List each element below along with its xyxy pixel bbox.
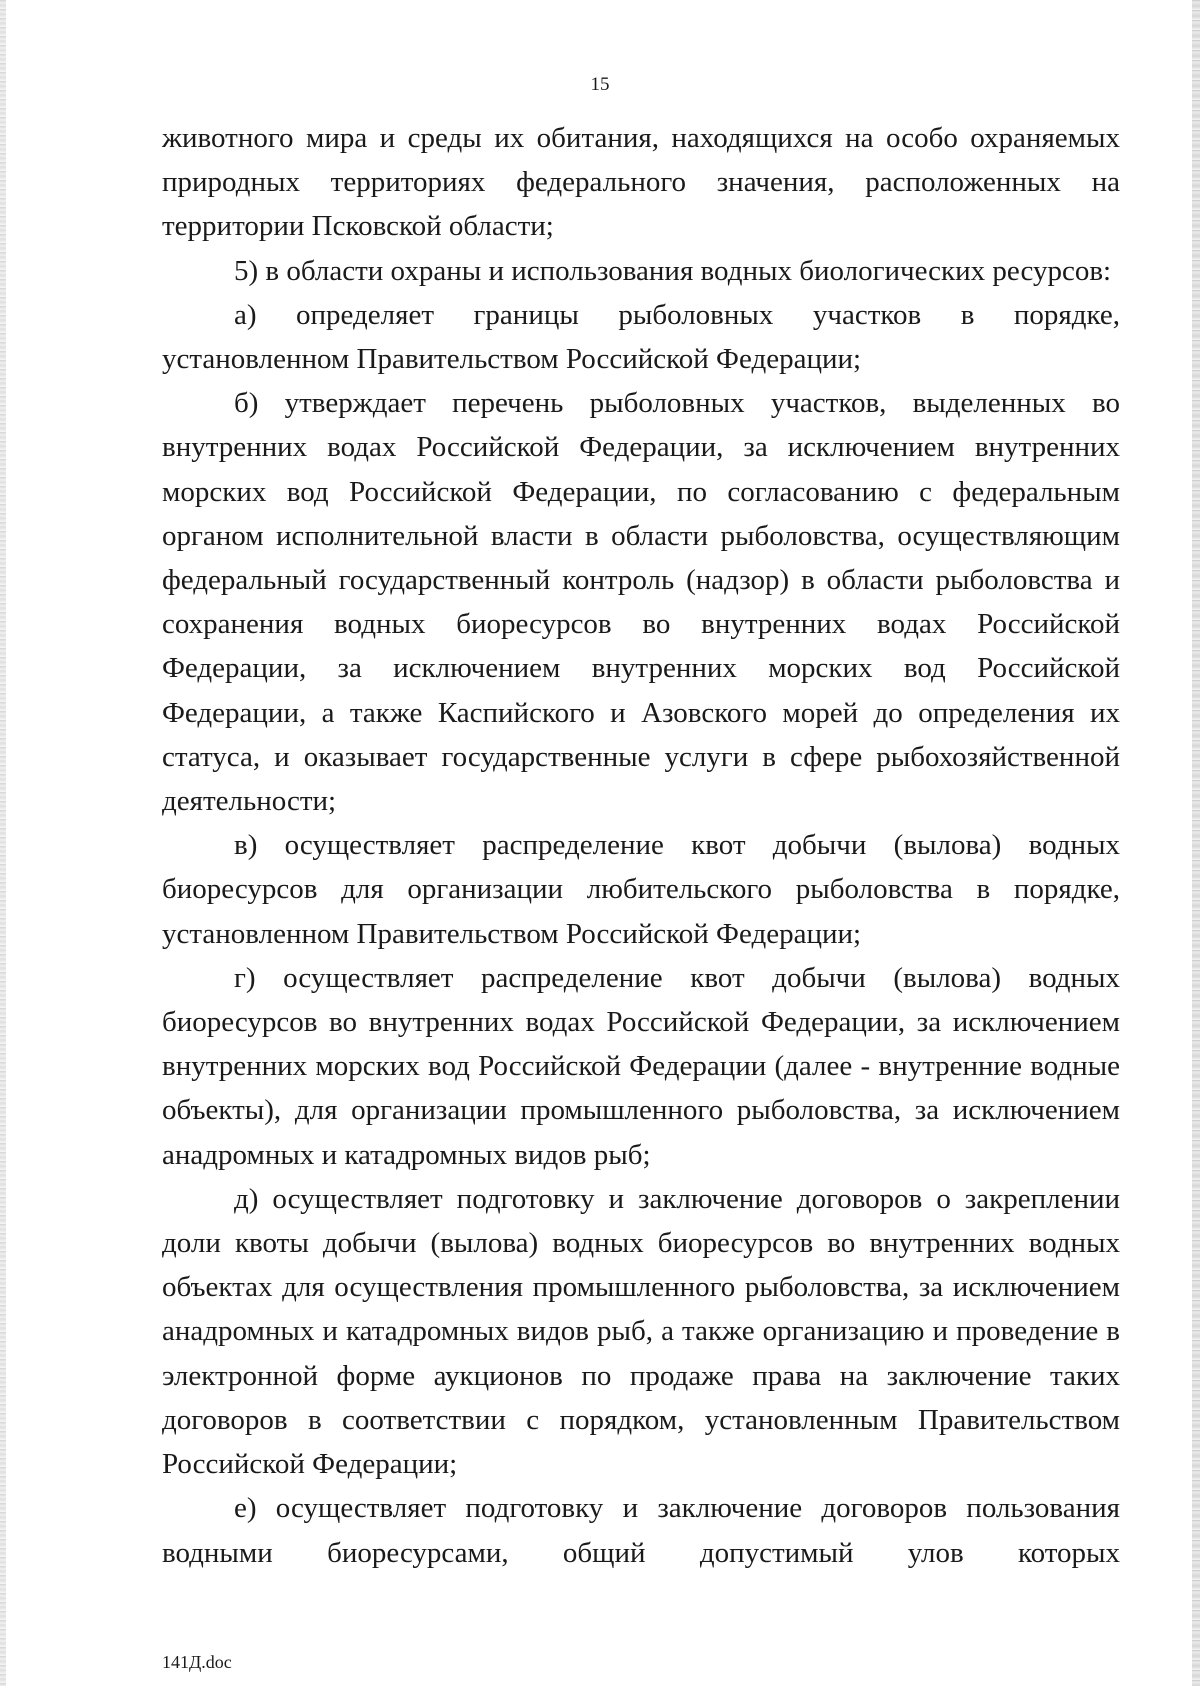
paragraph-item-5: 5) в области охраны и использования водных биологических ресурсов: bbox=[234, 254, 1112, 287]
document-body bbox=[162, 116, 1120, 1575]
paragraph-item-b: б) утверждает перечень рыболовных участков, выделенных во внутренних водах Российской Федерации, за исключением внутренних морских вод Российской Федерации, по согласованию с федеральным органом исполнительной власти в области рыболовства, осуществляющим федеральный государственный контроль (надзор) в области рыболовства и сохранения водных биоресурсов во внутренних водах Российской Федерации, за исключением внутренних морских вод Российской Федерации, а также Каспийского и Азовского морей до определения их статуса, и оказывает государственные услуги в сфере рыбохозяйственной деятельности; bbox=[162, 387, 1120, 818]
paragraph-item-a: а) определяет границы рыболовных участков в порядке, установленном Правительством Российской Федерации; bbox=[162, 298, 1120, 376]
scan-edge-left bbox=[0, 0, 6, 1686]
paragraph-item-e: е) осуществляет подготовку и заключение договоров пользования водными биоресурсами, общий допустимый улов которых bbox=[162, 1492, 1120, 1569]
paragraph-continuation: животного мира и среды их обитания, находящихся на особо охраняемых природных территориях федерального значения, расположенных на территории Псковской области; bbox=[162, 122, 1120, 243]
footer-filename: 141Д.doc bbox=[162, 1652, 232, 1672]
page-number: 15 bbox=[590, 74, 610, 95]
paragraph-item-d: д) осуществляет подготовку и заключение договоров о закреплении доли квоты добычи (вылова) водных биоресурсов во внутренних водных объектах для осуществления промышленного рыболовства, за исключением анадромных и катадромных видов рыб, а также организацию и проведение в электронной форме аукционов по продаже права на заключение таких договоров в соответствии с порядком, установленным Правительством Российской Федерации; bbox=[162, 1182, 1120, 1481]
paragraph-item-g: г) осуществляет распределение квот добычи (вылова) водных биоресурсов во внутренних водах Российской Федерации, за исключением внутренних морских вод Российской Федерации (далее - внутренние водные объекты), для организации промышленного рыболовства, за исключением анадромных и катадромных видов рыб; bbox=[162, 961, 1120, 1171]
scan-edge-right bbox=[1192, 0, 1200, 1686]
paragraph-item-v: в) осуществляет распределение квот добычи (вылова) водных биоресурсов для организации любительского рыболовства в порядке, установленном Правительством Российской Федерации; bbox=[162, 829, 1120, 950]
